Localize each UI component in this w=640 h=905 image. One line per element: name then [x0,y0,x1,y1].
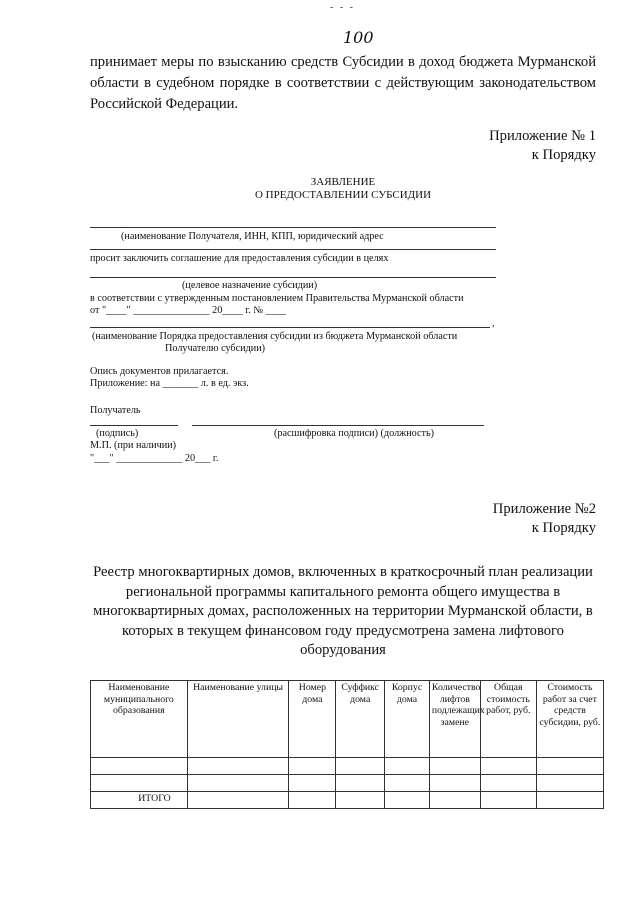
table-cell [187,775,289,792]
table-cell [289,775,336,792]
column-header: Стоимость работ за счет средств субсидии, руб. [536,681,603,758]
table-cell [91,775,188,792]
total-row [91,792,604,809]
application-title-line1: ЗАЯВЛЕНИЕ [310,176,376,188]
appendix-2-heading [493,500,596,538]
column-header: Общая стоимость работ, руб. [480,681,536,758]
registry-title: Реестр многоквартирных домов, включенных в краткосрочный план реализации региональной программы капитального ремонта общего имущества в многоквартирных домах, расположенных на территории Мурманской области, в которых в текущем финансовом году предусмотрена замена лифтового оборудования [93,564,593,658]
column-header: Количество лифтов подлежащих замене [429,681,480,758]
column-header: Корпус дома [385,681,430,758]
appendix-2-line2: к Порядку [531,520,596,536]
table-cell [480,758,536,775]
table-row [91,758,604,775]
purpose-line [90,277,496,278]
attachment-text: Приложение: на _______ л. в ед. экз. [90,378,249,389]
column-header: Наименование улицы [187,681,289,758]
table-row [91,775,604,792]
table-cell [429,792,480,809]
table-cell [429,758,480,775]
procedure-comma: , [492,318,495,329]
table-cell [385,792,430,809]
decoding-line [192,425,484,426]
column-header: Наименование муниципального образования [91,681,188,758]
column-header: Номер дома [289,681,336,758]
appendix-1-heading [489,127,596,165]
table-cell [289,792,336,809]
table-cell [91,758,188,775]
table-cell [536,775,603,792]
table-cell [385,775,430,792]
table-cell [480,775,536,792]
stamp-text: М.П. (при наличии) [90,440,177,451]
table-cell [336,758,385,775]
column-header: Суффикс дома [336,681,385,758]
registry-table [90,680,604,809]
registry-header-row [91,681,604,758]
resolution-date-line: от "____" _______________ 20____ г. № ____ [90,305,287,316]
recipient-label: Получатель [90,405,141,416]
signature-caption: (подпись) [96,428,139,439]
page-number: 100 [343,28,374,47]
application-title-line2: О ПРЕДОСТАВЛЕНИИ СУБСИДИИ [254,189,432,201]
appendix-1-line2: к Порядку [531,147,596,163]
table-cell [336,792,385,809]
accordance-text: в соответствии с утвержденным постановлением Правительства Мурманской области [90,293,464,304]
recipient-caption: (наименование Получателя, ИНН, КПП, юридический адрес [121,231,384,242]
application-title [90,176,596,202]
signature-line [90,425,178,426]
decoding-caption: (расшифровка подписи) (должность) [274,428,435,439]
inventory-text: Опись документов прилагается. [90,366,229,377]
procedure-caption-2: Получателю субсидии) [165,343,266,354]
recipient-line [90,227,496,228]
final-date: "___" _____________ 20___ г. [90,453,219,464]
procedure-line [90,327,490,328]
recipient-line-2 [90,249,496,250]
appendix-1-line1: Приложение № 1 [489,128,596,144]
table-cell [336,775,385,792]
table-cell [187,792,289,809]
appendix-2-line1: Приложение №2 [492,501,596,517]
request-text: просит заключить соглашение для предоставления субсидии в целях [90,253,389,264]
header-dots: - - - [330,2,355,13]
procedure-caption-1: (наименование Порядка предоставления субсидии из бюджета Мурманской области [92,331,458,342]
table-cell [536,792,603,809]
table-cell [187,758,289,775]
table-cell [289,758,336,775]
table-cell [429,775,480,792]
table-cell [480,792,536,809]
purpose-caption: (целевое назначение субсидии) [182,280,318,291]
total-label: ИТОГО [91,792,188,809]
intro-paragraph: принимает меры по взысканию средств Субсидии в доход бюджета Мурманской области в судебном порядке в соответствии с действующим законодательством Российской Федерации. [90,54,596,112]
table-cell [385,758,430,775]
table-cell [536,758,603,775]
